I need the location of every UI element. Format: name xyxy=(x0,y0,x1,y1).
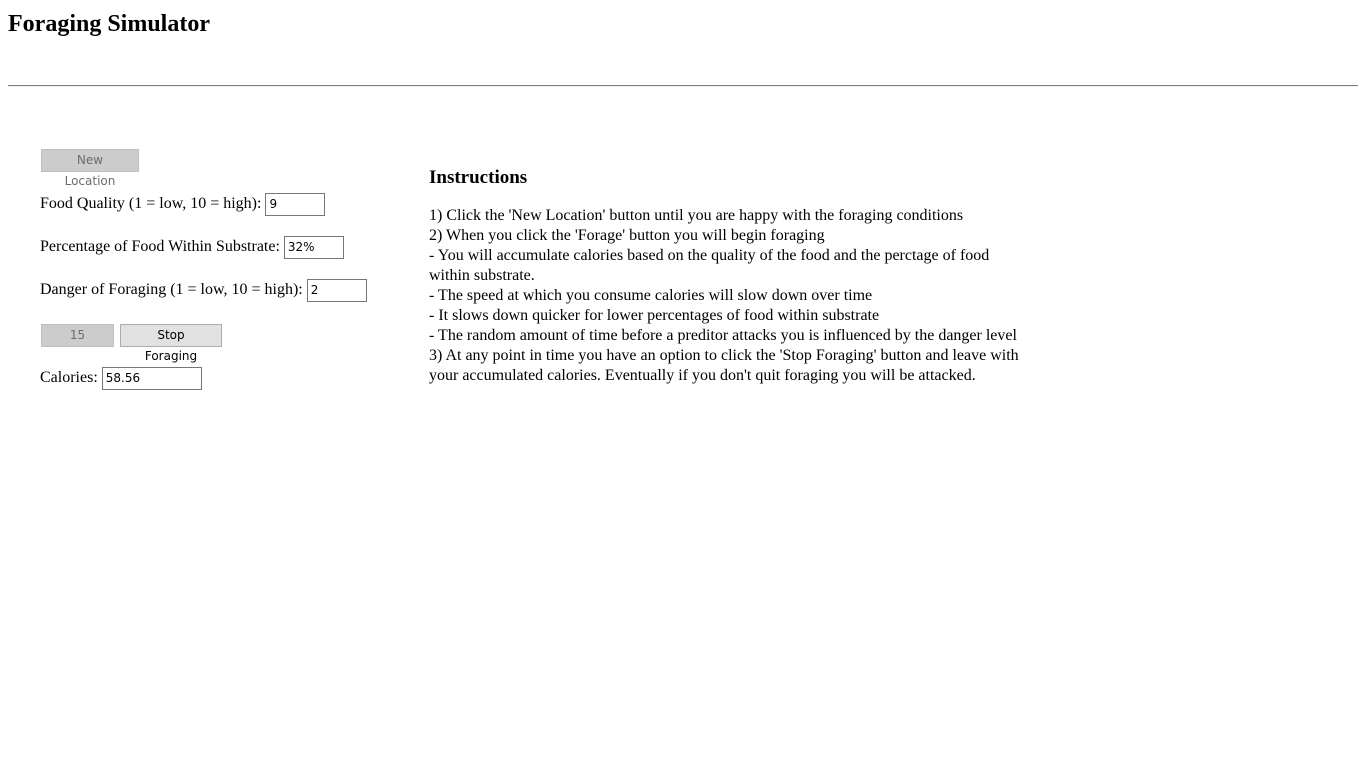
instruction-line: - The speed at which you consume calories will slow down over time xyxy=(429,287,873,304)
food-quality-field[interactable]: 9 xyxy=(265,193,325,216)
header-divider xyxy=(8,85,1358,87)
substrate-label: Percentage of Food Within Substrate: xyxy=(40,238,280,256)
instruction-line: - It slows down quicker for lower percentages of food within substrate xyxy=(429,307,880,324)
danger-row xyxy=(40,279,367,302)
danger-label: Danger of Foraging (1 = low, 10 = high): xyxy=(40,281,303,299)
instruction-line: - You will accumulate calories based on the quality of the food and the perctage of food within substrate. xyxy=(429,247,990,284)
instruction-line: 1) Click the 'New Location' button until you are happy with the foraging conditions xyxy=(429,207,964,224)
instructions-panel xyxy=(429,166,1029,386)
stop-foraging-button[interactable]: Stop Foraging xyxy=(120,324,222,347)
calories-field[interactable]: 58.56 xyxy=(102,367,202,390)
substrate-row xyxy=(40,236,344,259)
calories-row xyxy=(40,367,202,390)
new-location-button[interactable]: New Location xyxy=(41,149,139,172)
substrate-field[interactable]: 32% xyxy=(284,236,344,259)
instruction-line: 2) When you click the 'Forage' button you will begin foraging xyxy=(429,227,825,244)
food-quality-row xyxy=(40,193,325,216)
instruction-line: - The random amount of time before a preditor attacks you is influenced by the danger level xyxy=(429,327,1017,344)
page-title: Foraging Simulator xyxy=(8,11,210,37)
danger-field[interactable]: 2 xyxy=(307,279,367,302)
food-quality-label: Food Quality (1 = low, 10 = high): xyxy=(40,195,262,213)
forage-button[interactable]: 15 xyxy=(41,324,114,347)
calories-label: Calories: xyxy=(40,369,98,387)
instruction-line: 3) At any point in time you have an option to click the 'Stop Foraging' button and leave with your accumulated calories. Eventually if you don't quit foraging you will be attacked. xyxy=(429,347,1019,384)
instructions-heading: Instructions xyxy=(429,167,528,188)
instructions-list xyxy=(429,206,1029,386)
